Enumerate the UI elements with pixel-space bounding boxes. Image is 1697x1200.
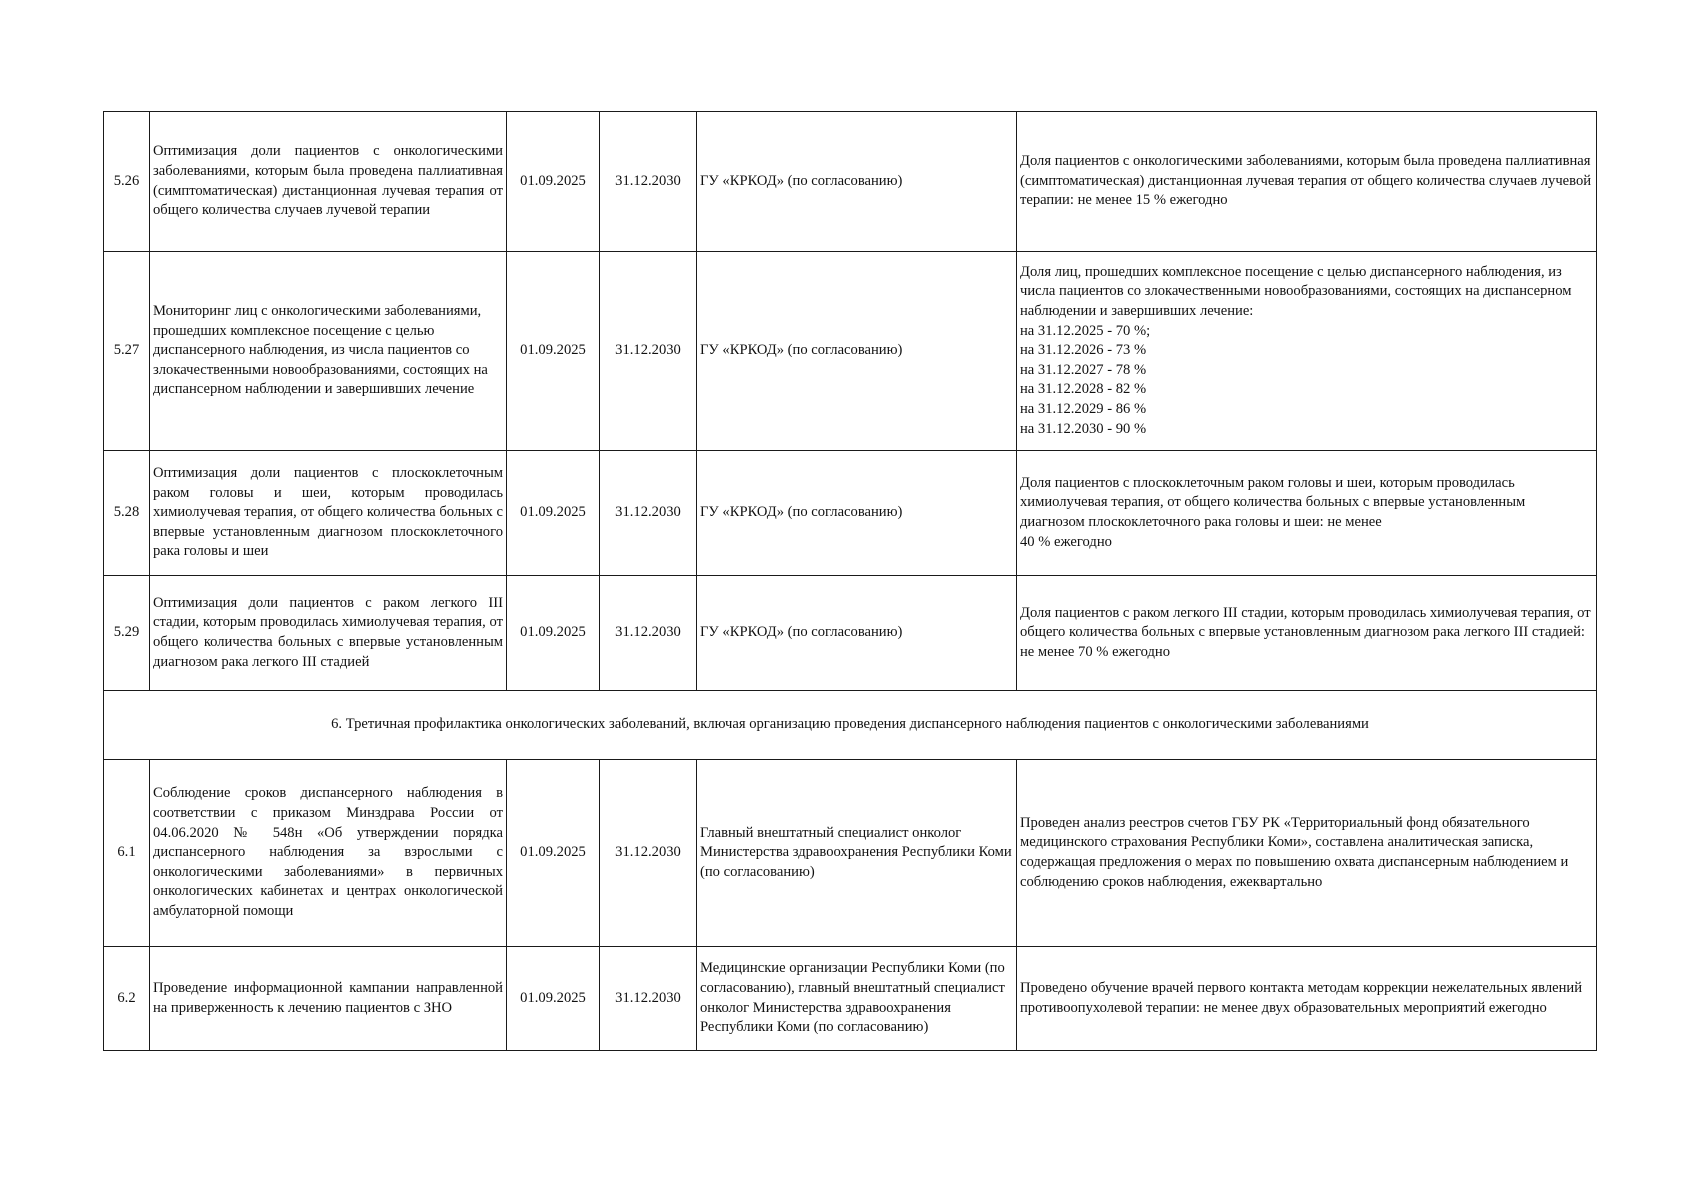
activity-cell: Оптимизация доли пациентов с онкологическими заболеваниями, которым была проведена паллиативная (симптоматическая) дистанционная лучевая терапия от общего количества случаев лучевой терапии bbox=[150, 112, 507, 252]
activity-cell: Соблюдение сроков диспансерного наблюдения в соответствии с приказом Минздрава России от 04.06.2020 № 548н «Об утверждении порядка диспансерного наблюдения за взрослыми с онкологическими заболеваниями» в первичных онкологических кабинетах и центрах онкологической амбулаторной помощи bbox=[150, 760, 507, 947]
start-date: 01.09.2025 bbox=[507, 576, 600, 691]
activity-cell: Мониторинг лиц с онкологическими заболеваниями, прошедших комплексное посещение с целью диспансерного наблюдения, из числа пациентов со злокачественными новообразованиями, состоящих на диспансерном наблюдении и завершивших лечение bbox=[150, 252, 507, 451]
indicator-cell bbox=[1017, 112, 1597, 252]
table-row bbox=[104, 112, 1597, 252]
row-number: 6.2 bbox=[104, 947, 150, 1051]
row-number: 5.28 bbox=[104, 451, 150, 576]
indicator-cell bbox=[1017, 252, 1597, 451]
table-row bbox=[104, 760, 1597, 947]
end-date: 31.12.2030 bbox=[600, 451, 697, 576]
indicator-line: на 31.12.2028 - 82 % bbox=[1020, 381, 1147, 398]
indicator-cell bbox=[1017, 947, 1597, 1051]
start-date: 01.09.2025 bbox=[507, 760, 600, 947]
indicator-line: на 31.12.2027 - 78 % bbox=[1020, 361, 1147, 378]
measures-table bbox=[103, 111, 1597, 1051]
table-row bbox=[104, 252, 1597, 451]
indicator-line: на 31.12.2026 - 73 % bbox=[1020, 342, 1147, 359]
table-row bbox=[104, 947, 1597, 1051]
indicator-line: на 31.12.2025 - 70 %; bbox=[1020, 322, 1151, 339]
responsible-cell: Медицинские организации Республики Коми (по согласованию), главный внештатный специалист онколог Министерства здравоохранения Республики Коми (по согласованию) bbox=[697, 947, 1017, 1051]
indicator-line: 40 % ежегодно bbox=[1020, 533, 1112, 550]
start-date: 01.09.2025 bbox=[507, 252, 600, 451]
row-number: 5.26 bbox=[104, 112, 150, 252]
activity-cell: Проведение информационной кампании направленной на приверженность к лечению пациентов с ЗНО bbox=[150, 947, 507, 1051]
end-date: 31.12.2030 bbox=[600, 760, 697, 947]
responsible-cell: ГУ «КРКОД» (по согласованию) bbox=[697, 451, 1017, 576]
indicator-line: Проведено обучение врачей первого контакта методам коррекции нежелательных явлений противоопухолевой терапии: не менее двух образовательных мероприятий ежегодно bbox=[1020, 979, 1583, 1016]
row-number: 5.27 bbox=[104, 252, 150, 451]
table-row bbox=[104, 451, 1597, 576]
indicator-line: Доля лиц, прошедших комплексное посещение с целью диспансерного наблюдения, из числа пациентов со злокачественными новообразованиями, состоящих на диспансерном наблюдении и завершивших лечение: bbox=[1020, 263, 1572, 320]
indicator-cell bbox=[1017, 451, 1597, 576]
start-date: 01.09.2025 bbox=[507, 451, 600, 576]
responsible-cell: ГУ «КРКОД» (по согласованию) bbox=[697, 576, 1017, 691]
responsible-cell: ГУ «КРКОД» (по согласованию) bbox=[697, 252, 1017, 451]
section-row bbox=[104, 691, 1597, 760]
indicator-cell bbox=[1017, 576, 1597, 691]
activity-cell: Оптимизация доли пациентов с раком легкого III стадии, которым проводилась химиолучевая терапия, от общего количества больных с впервые установленным диагнозом рака легкого III стадией bbox=[150, 576, 507, 691]
end-date: 31.12.2030 bbox=[600, 252, 697, 451]
indicator-line: на 31.12.2030 - 90 % bbox=[1020, 420, 1147, 437]
end-date: 31.12.2030 bbox=[600, 947, 697, 1051]
row-number: 5.29 bbox=[104, 576, 150, 691]
indicator-line: Доля пациентов с плоскоклеточным раком головы и шеи, которым проводилась химиолучевая терапия, от общего количества больных с впервые установленным диагнозом плоскоклеточного рака головы и шеи: не менее bbox=[1020, 474, 1526, 530]
start-date: 01.09.2025 bbox=[507, 947, 600, 1051]
indicator-line: на 31.12.2029 - 86 % bbox=[1020, 400, 1147, 417]
indicator-line: Доля пациентов с раком легкого III стадии, которым проводилась химиолучевая терапия, от общего количества больных с впервые установленным диагнозом рака легкого III стадией: не менее 70 % ежегодно bbox=[1020, 604, 1591, 660]
end-date: 31.12.2030 bbox=[600, 112, 697, 252]
indicator-line: Проведен анализ реестров счетов ГБУ РК «Территориальный фонд обязательного медицинского страхования Республики Коми», составлена аналитическая записка, содержащая предложения о мерах по повышению охвата диспансерным наблюдением и соблюдению сроков наблюдения, ежеквартально bbox=[1020, 814, 1569, 890]
row-number: 6.1 bbox=[104, 760, 150, 947]
responsible-cell: Главный внештатный специалист онколог Министерства здравоохранения Республики Коми (по согласованию) bbox=[697, 760, 1017, 947]
indicator-line: Доля пациентов с онкологическими заболеваниями, которым была проведена паллиативная (симптоматическая) дистанционная лучевая терапия от общего количества случаев лучевой терапии: не менее 15 % ежегодно bbox=[1020, 153, 1592, 209]
indicator-cell bbox=[1017, 760, 1597, 947]
responsible-cell: ГУ «КРКОД» (по согласованию) bbox=[697, 112, 1017, 252]
activity-cell: Оптимизация доли пациентов с плоскоклеточным раком головы и шеи, которым проводилась химиолучевая терапия, от общего количества больных с впервые установленным диагнозом плоскоклеточного рака головы и шеи bbox=[150, 451, 507, 576]
end-date: 31.12.2030 bbox=[600, 576, 697, 691]
start-date: 01.09.2025 bbox=[507, 112, 600, 252]
section-title: 6. Третичная профилактика онкологических заболеваний, включая организацию проведения диспансерного наблюдения пациентов с онкологическими заболеваниями bbox=[104, 691, 1597, 760]
table-row bbox=[104, 576, 1597, 691]
